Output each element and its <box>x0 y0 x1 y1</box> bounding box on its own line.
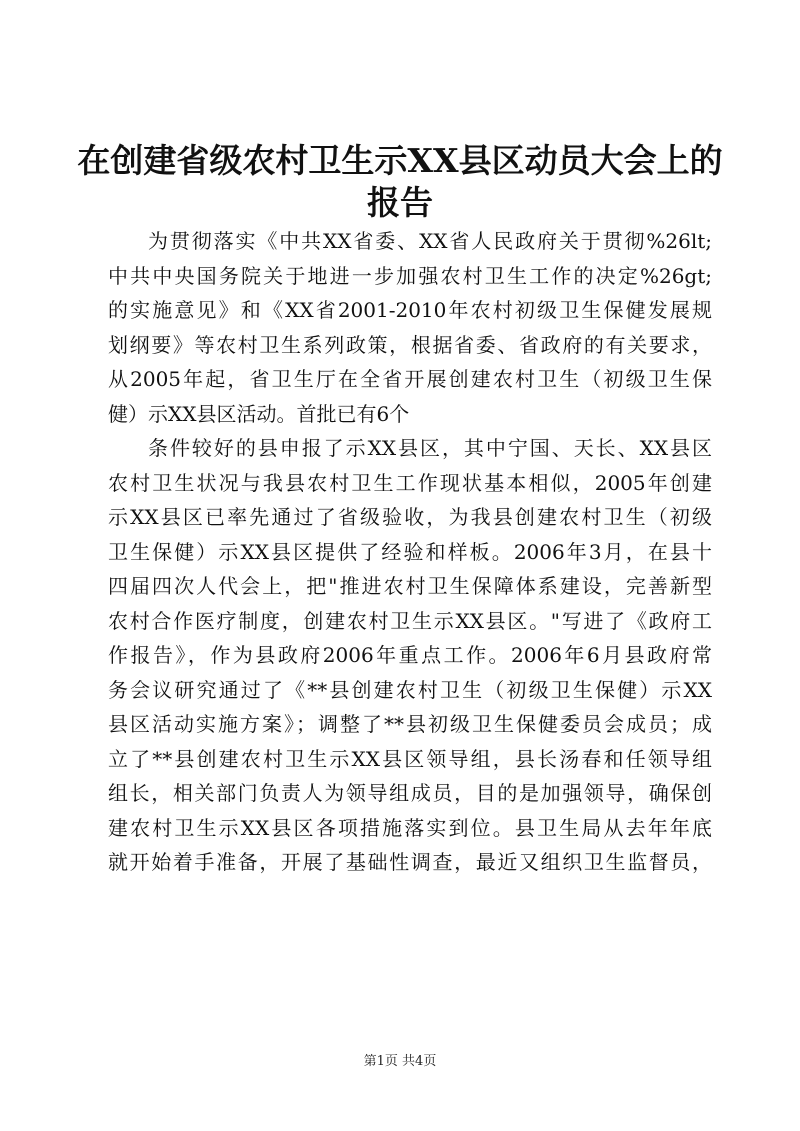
text-line: 立了**县创建农村卫生示XX县区领导组，县长汤春和任领导组 <box>108 746 712 771</box>
text-line: 作报告》，作为县政府2006年重点工作。2006年6月县政府常 <box>108 643 712 667</box>
document-body <box>108 224 712 880</box>
text-line: 的实施意见》和《XX省2001-2010年农村初级卫生保健发展规 <box>108 298 712 322</box>
paragraph-1 <box>108 224 712 431</box>
text-line: 四届四次人代会上，把"推进农村卫生保障体系建设，完善新型 <box>108 574 712 598</box>
title-line-2: 报告 <box>367 183 433 222</box>
text-line: 从2005年起，省卫生厅在全省开展创建农村卫生（初级卫生保 <box>108 367 712 391</box>
text-line: 县区活动实施方案》；调整了**县初级卫生保健委员会成员；成 <box>108 712 712 736</box>
text-line: 健）示XX县区活动。首批已有6个 <box>108 401 410 426</box>
text-line: 示XX县区已率先通过了省级验收，为我县创建农村卫生（初级 <box>108 505 712 529</box>
document-title <box>60 140 740 224</box>
text-line: 划纲要》等农村卫生系列政策，根据省委、省政府的有关要求， <box>108 332 712 357</box>
text-line: 中共中央国务院关于地进一步加强农村卫生工作的决定%26gt; <box>108 263 712 288</box>
title-line-1: 在创建省级农村卫生示XX县区动员大会上的 <box>77 141 723 180</box>
text-line: 为贯彻落实《中共XX省委、XX省人民政府关于贯彻%26lt; <box>148 229 712 253</box>
text-line: 组长，相关部门负责人为领导组成员，目的是加强领导，确保创 <box>108 781 712 805</box>
text-line: 条件较好的县申报了示XX县区，其中宁国、天长、XX县区 <box>148 436 712 460</box>
paragraph-2 <box>108 431 712 880</box>
text-line: 就开始着手准备，开展了基础性调查，最近又组织卫生监督员， <box>108 850 712 874</box>
text-line: 建农村卫生示XX县区各项措施落实到位。县卫生局从去年年底 <box>108 815 712 840</box>
text-line: 卫生保健）示XX县区提供了经验和样板。2006年3月，在县十 <box>108 539 712 564</box>
page-footer: 第1页 共4页 <box>363 1054 437 1069</box>
text-line: 务会议研究通过了《**县创建农村卫生（初级卫生保健）示XX <box>108 677 712 702</box>
text-line: 农村卫生状况与我县农村卫生工作现状基本相似，2005年创建 <box>108 470 712 495</box>
text-line: 农村合作医疗制度，创建农村卫生示XX县区。"写进了《政府工 <box>108 608 712 633</box>
